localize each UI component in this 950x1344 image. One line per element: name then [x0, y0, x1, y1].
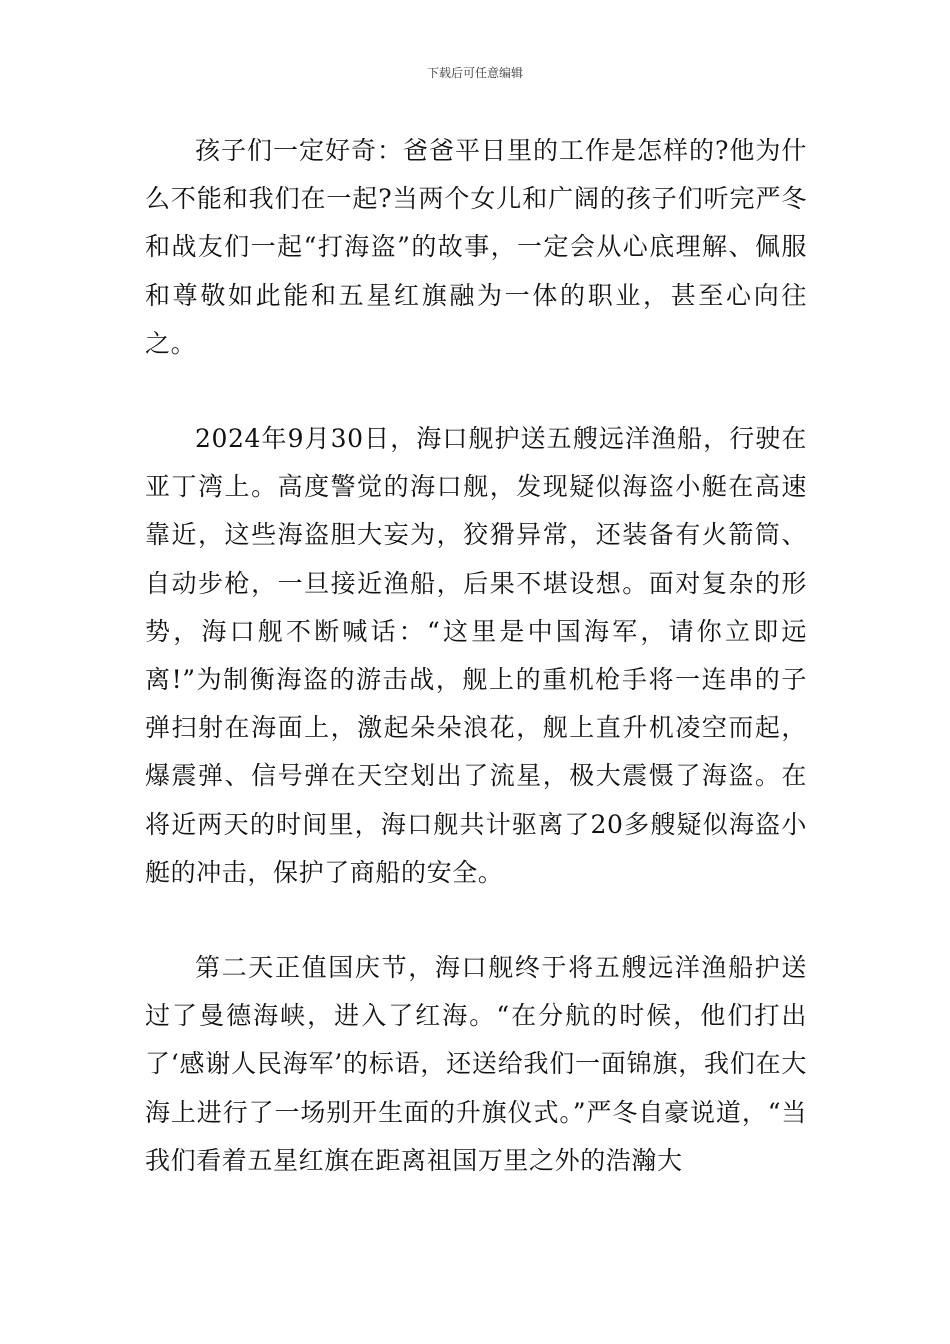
paragraph-1: 孩子们一定好奇：爸爸平日里的工作是怎样的?他为什么不能和我们在一起?当两个女儿和广阔的孩子们听完严冬和战友们一起“打海盗”的故事，一定会从心底理解、佩服和尊敬如此能和五星红旗融为一体的职业，甚至心向往之。 — [145, 136, 807, 358]
paragraph-2: 2024年9月30日，海口舰护送五艘远洋渔船，行驶在亚丁湾上。高度警觉的海口舰，发现疑似海盗小艇在高速靠近，这些海盗胆大妄为，狡猾异常，还装备有火箭筒、自动步枪，一旦接近渔船，后果不堪设想。面对复杂的形势，海口舰不断喊话：“这里是中国海军，请你立即远离!”为制衡海盗的游击战，舰上的重机枪手将一连串的子弹扫射在海面上，激起朵朵浪花，舰上直升机凌空而起，爆震弹、信号弹在天空划出了流星，极大震慑了海盗。在将近两天的时间里，海口舰共计驱离了20多艘疑似海盗小艇的冲击，保护了商船的安全。 — [145, 424, 807, 887]
page-header: 下载后可任意编辑 — [426, 66, 523, 80]
article-body — [145, 127, 807, 1185]
paragraph-3: 第二天正值国庆节，海口舰终于将五艘远洋渔船护送过了曼德海峡，进入了红海。“在分航的时候，他们打出了‘感谢人民海军’的标语，还送给我们一面锦旗，我们在大海上进行了一场别开生面的升旗仪式。”严冬自豪说道，“当我们看着五星红旗在距离祖国万里之外的浩瀚大 — [145, 953, 807, 1175]
